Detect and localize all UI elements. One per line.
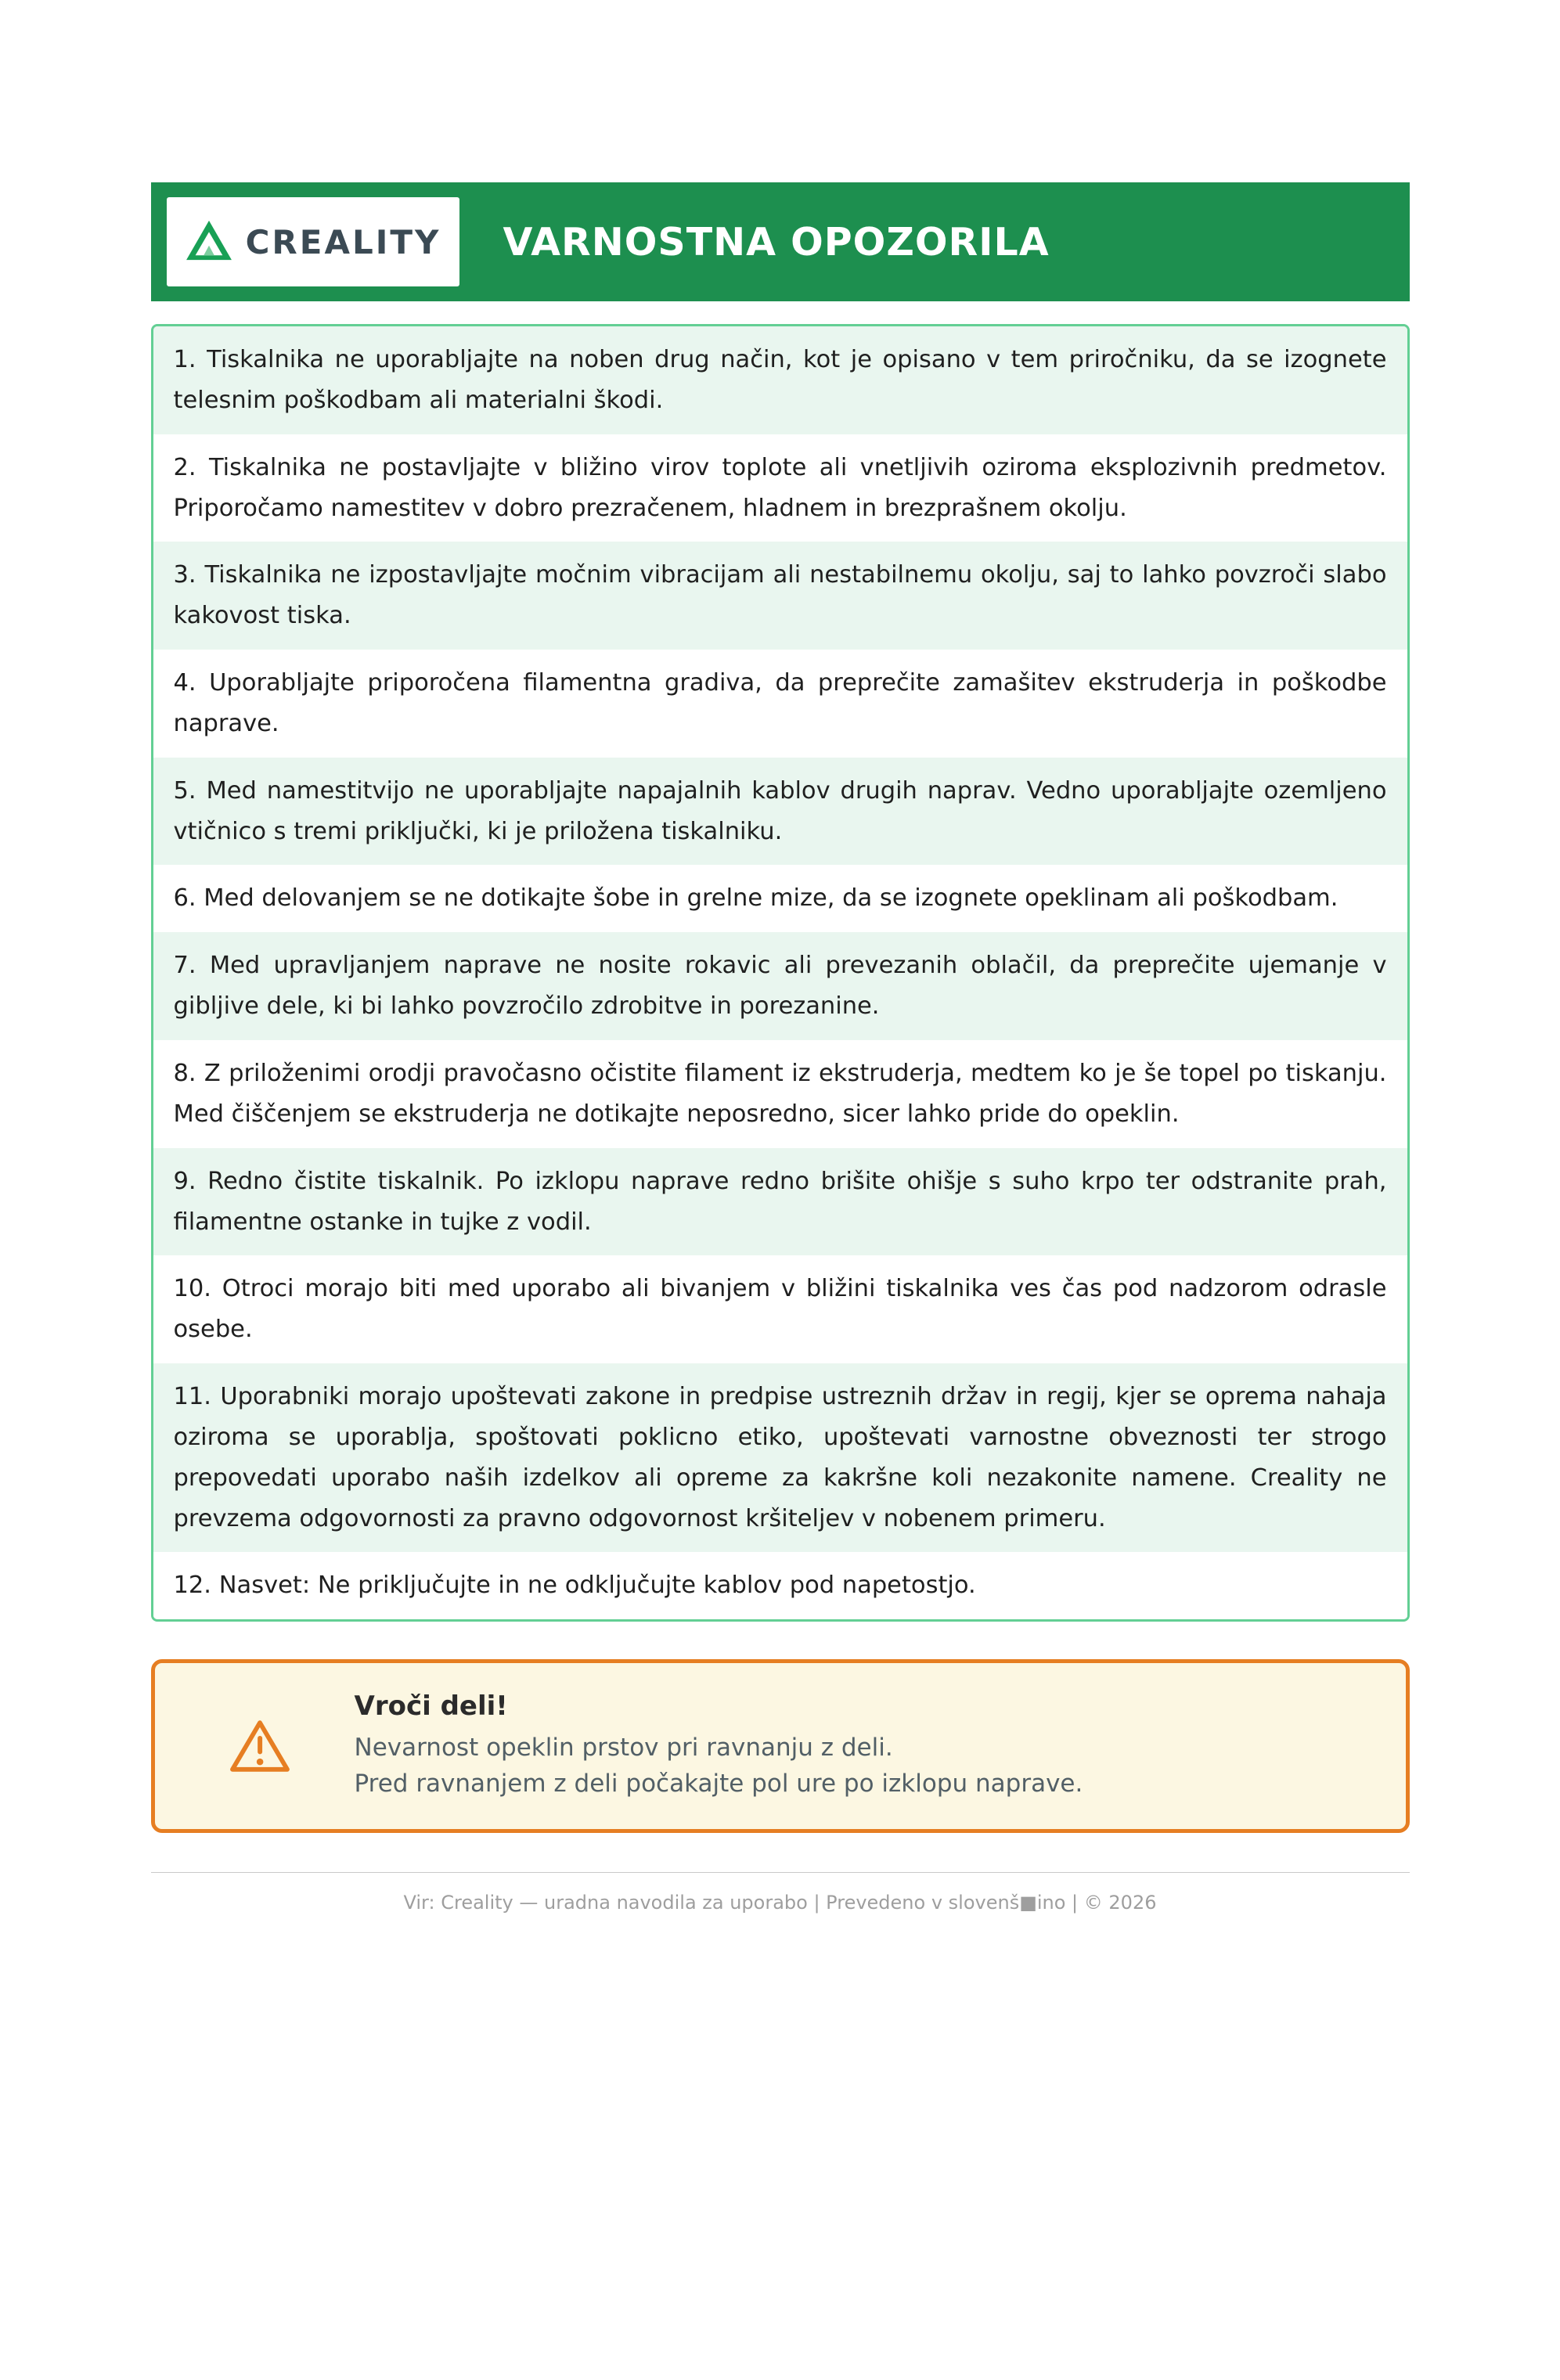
warning-item-8: 8. Z priloženimi orodji pravočasno očistite filament iz ekstruderja, medtem ko je še topel po tiskanju. Med čiščenjem se ekstruderja ne dotikajte neposredno, sicer lahko pride do opeklin. (153, 1040, 1407, 1148)
page-title: VARNOSTNA OPOZORILA (503, 219, 1050, 265)
hot-parts-line-1: Nevarnost opeklin prstov pri ravnanju z deli. (354, 1733, 893, 1762)
warning-item-1: 1. Tiskalnika ne uporabljajte na noben drug način, kot je opisano v tem priročniku, da se izognete telesnim poškodbam ali materialni škodi. (153, 326, 1407, 434)
warning-item-7: 7. Med upravljanjem naprave ne nosite rokavic ali prevezanih oblačil, da preprečite ujemanje v gibljive dele, ki bi lahko povzročilo zdrobitve in porezanine. (153, 932, 1407, 1040)
document-footer (151, 1872, 1410, 1914)
safety-warnings-list (151, 324, 1410, 1622)
creality-logo-icon (185, 219, 233, 265)
warning-item-5: 5. Med namestitvijo ne uporabljajte napajalnih kablov drugih naprav. Vedno uporabljajte ozemljeno vtičnico s tremi priključki, ki je priložena tiskalniku. (153, 758, 1407, 866)
hot-parts-warning-box (151, 1659, 1410, 1833)
warning-item-11: 11. Uporabniki morajo upoštevati zakone in predpise ustreznih držav in regij, kjer se oprema nahaja oziroma se uporablja, spoštovati poklicno etiko, upoštevati varnostne obveznosti ter strogo prepovedati uporabo naših izdelkov ali opreme za kakršne koli nezakonite namene. Creality ne prevzema odgovornosti za pravno odgovornost kršiteljev v nobenem primeru. (153, 1363, 1407, 1552)
creality-logo-text: CREALITY (245, 222, 441, 261)
hot-parts-text (355, 1690, 1083, 1802)
warning-triangle-icon (229, 1719, 290, 1773)
footer-source-text: Vir: Creality — uradna navodila za uporabo | Prevedeno v slovenš■ino | © 2026 (403, 1892, 1157, 1914)
warning-item-12: 12. Nasvet: Ne priključujte in ne odključujte kablov pod napetostjo. (153, 1552, 1407, 1619)
hot-parts-title: Vroči deli! (354, 1690, 508, 1722)
warning-item-3: 3. Tiskalnika ne izpostavljajte močnim vibracijam ali nestabilnemu okolju, saj to lahko povzroči slabo kakovost tiska. (153, 542, 1407, 650)
warning-item-4: 4. Uporabljajte priporočena filamentna gradiva, da preprečite zamašitev ekstruderja in poškodbe naprave. (153, 650, 1407, 758)
creality-logo (167, 197, 459, 286)
warning-item-6: 6. Med delovanjem se ne dotikajte šobe in grelne mize, da se izognete opeklinam ali poškodbam. (153, 865, 1407, 932)
footer-divider (151, 1872, 1410, 1873)
document-page (151, 0, 1410, 1914)
warning-item-9: 9. Redno čistite tiskalnik. Po izklopu naprave redno brišite ohišje s suho krpo ter odstranite prah, filamentne ostanke in tujke z vodil. (153, 1148, 1407, 1256)
document-header (151, 182, 1410, 301)
warning-item-10: 10. Otroci morajo biti med uporabo ali bivanjem v bližini tiskalnika ves čas pod nadzorom odrasle osebe. (153, 1255, 1407, 1363)
hot-parts-line-2: Pred ravnanjem z deli počakajte pol ure po izklopu naprave. (354, 1770, 1083, 1799)
warning-item-2: 2. Tiskalnika ne postavljajte v bližino virov toplote ali vnetljivih oziroma eksplozivnih predmetov. Priporočamo namestitev v dobro prezračenem, hladnem in brezprašnem okolju. (153, 434, 1407, 542)
